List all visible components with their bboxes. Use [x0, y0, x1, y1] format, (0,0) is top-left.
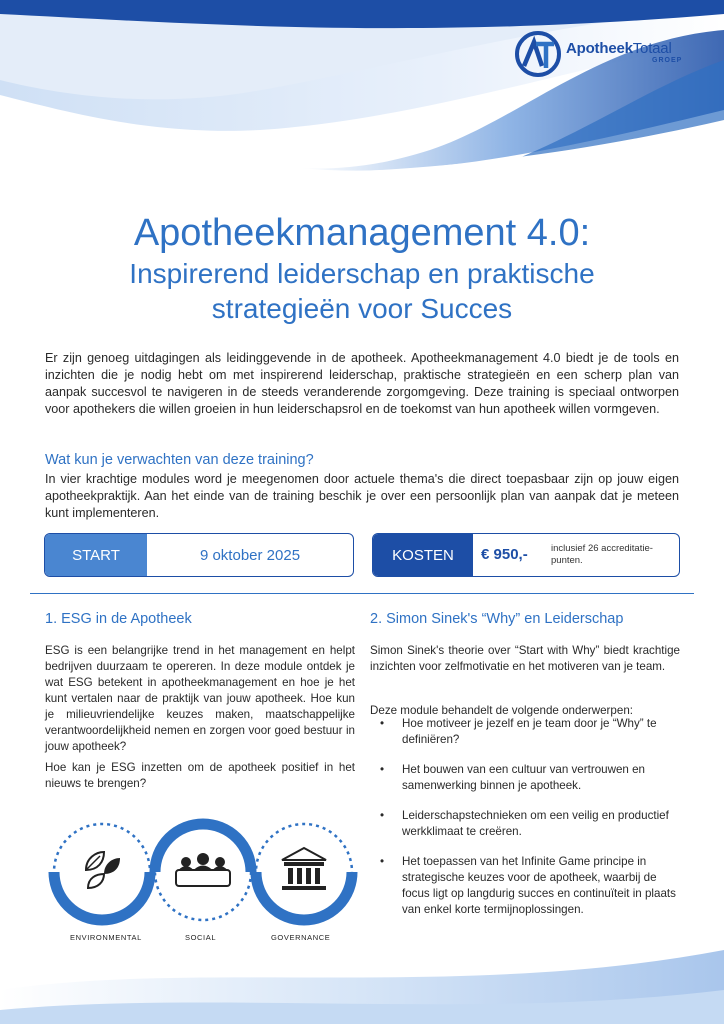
expect-heading: Wat kun je verwachten van deze training? — [45, 452, 314, 468]
page-subtitle-line1: Inspirerend leiderschap en praktische — [129, 258, 595, 289]
cost-label: KOSTEN — [373, 534, 473, 576]
module2-topic-list — [380, 716, 680, 932]
governance-circle — [256, 824, 352, 920]
cost-box — [372, 533, 680, 577]
module2-paragraph: Simon Sinek's theorie over “Start with Why” biedt krachtige inzichten voor zelfmotivatie en het motiveren van je team. — [370, 644, 680, 673]
module1-heading: 1. ESG in de Apotheek — [45, 611, 192, 627]
module1-paragraph: ESG is een belangrijke trend in het management en helpt bedrijven duurzaam te opereren. In deze module ontdek je wat ESG betekent in apotheekmanagement en hoe je het kunt vertalen naar de praktijk van jouw apotheek. Hoe kun je milieuvriendelijke keuzes maken, maatschappelijke verantwoordelijkheid nemen en zorgen voor goed bestuur in jouw apotheek? — [45, 644, 355, 753]
esg-label-environmental: ENVIRONMENTAL — [70, 933, 142, 942]
logo-subtitle: GROEP — [652, 57, 683, 64]
bullet-icon: • — [380, 854, 385, 868]
building-icon — [282, 848, 326, 890]
cost-note: inclusief 26 accreditatie-punten. — [551, 543, 653, 567]
expect-paragraph: In vier krachtige modules word je meegenomen door actuele thema's die direct toepasbaar zijn op jouw eigen apotheekpraktijk. Aan het einde van de training beschik je over een persoonlijk plan van aanpak dat je meteen kunt implementeren. — [45, 472, 679, 521]
esg-label-governance: GOVERNANCE — [271, 933, 331, 942]
module1-question: Hoe kan je ESG inzetten om de apotheek positief in het nieuws te brengen? — [45, 761, 355, 790]
bullet-icon: • — [380, 762, 385, 776]
module2-intro: Deze module behandelt de volgende onderwerpen: — [370, 704, 633, 717]
bullet-icon: • — [380, 808, 385, 822]
environmental-circle — [54, 824, 150, 920]
module2-heading: 2. Simon Sinek's “Why” en Leiderschap — [370, 611, 624, 627]
intro-paragraph: Er zijn genoeg uitdagingen als leidinggevende in de apotheek. Apotheekmanagement 4.0 biedt je de tools en inzichten die je nodig hebt om met inspirerend leiderschap, praktische strategieën en een scherp plan van aanpak succesvol te navigeren in de steeds veranderende zorgomgeving. Deze training is speciaal ontworpen voor apothekers die willen groeien in hun leiderschapsrol en de toekomst van hun apotheek willen vormgeven. — [45, 351, 679, 417]
bullet-icon: • — [380, 717, 385, 730]
apotheektotaal-logo — [514, 30, 714, 78]
section-divider — [30, 593, 694, 594]
list-item: • Leiderschapstechnieken om een veilig en productief werkklimaat te creëren. — [380, 808, 669, 838]
cost-price: € 950,- — [481, 546, 528, 563]
page-title: Apotheekmanagement 4.0: — [133, 212, 591, 254]
list-item: • Hoe motiveer je jezelf en je team door je “Why” te definiëren? — [380, 717, 657, 746]
list-item: • Het bouwen van een cultuur van vertrouwen en samenwerking binnen je apotheek. — [380, 762, 645, 792]
list-item: • Het toepassen van het Infinite Game principe in strategische keuzes voor de apotheek, waarbij de focus ligt op langdurig succes en continuïteit in plaats van enkel korte termijnoplossingen. — [380, 854, 676, 916]
start-date-box — [44, 533, 354, 577]
footer-wave-graphic — [0, 930, 724, 1024]
esg-label-social: SOCIAL — [185, 933, 217, 942]
start-label: START — [45, 534, 147, 576]
logo-name: ApotheekTotaal — [566, 40, 672, 57]
page-subtitle-line2: strategieën voor Succes — [211, 293, 513, 324]
people-icon — [176, 853, 230, 886]
start-date: 9 oktober 2025 — [199, 546, 301, 564]
at-logo-icon — [514, 30, 562, 78]
leaves-icon — [86, 852, 120, 888]
